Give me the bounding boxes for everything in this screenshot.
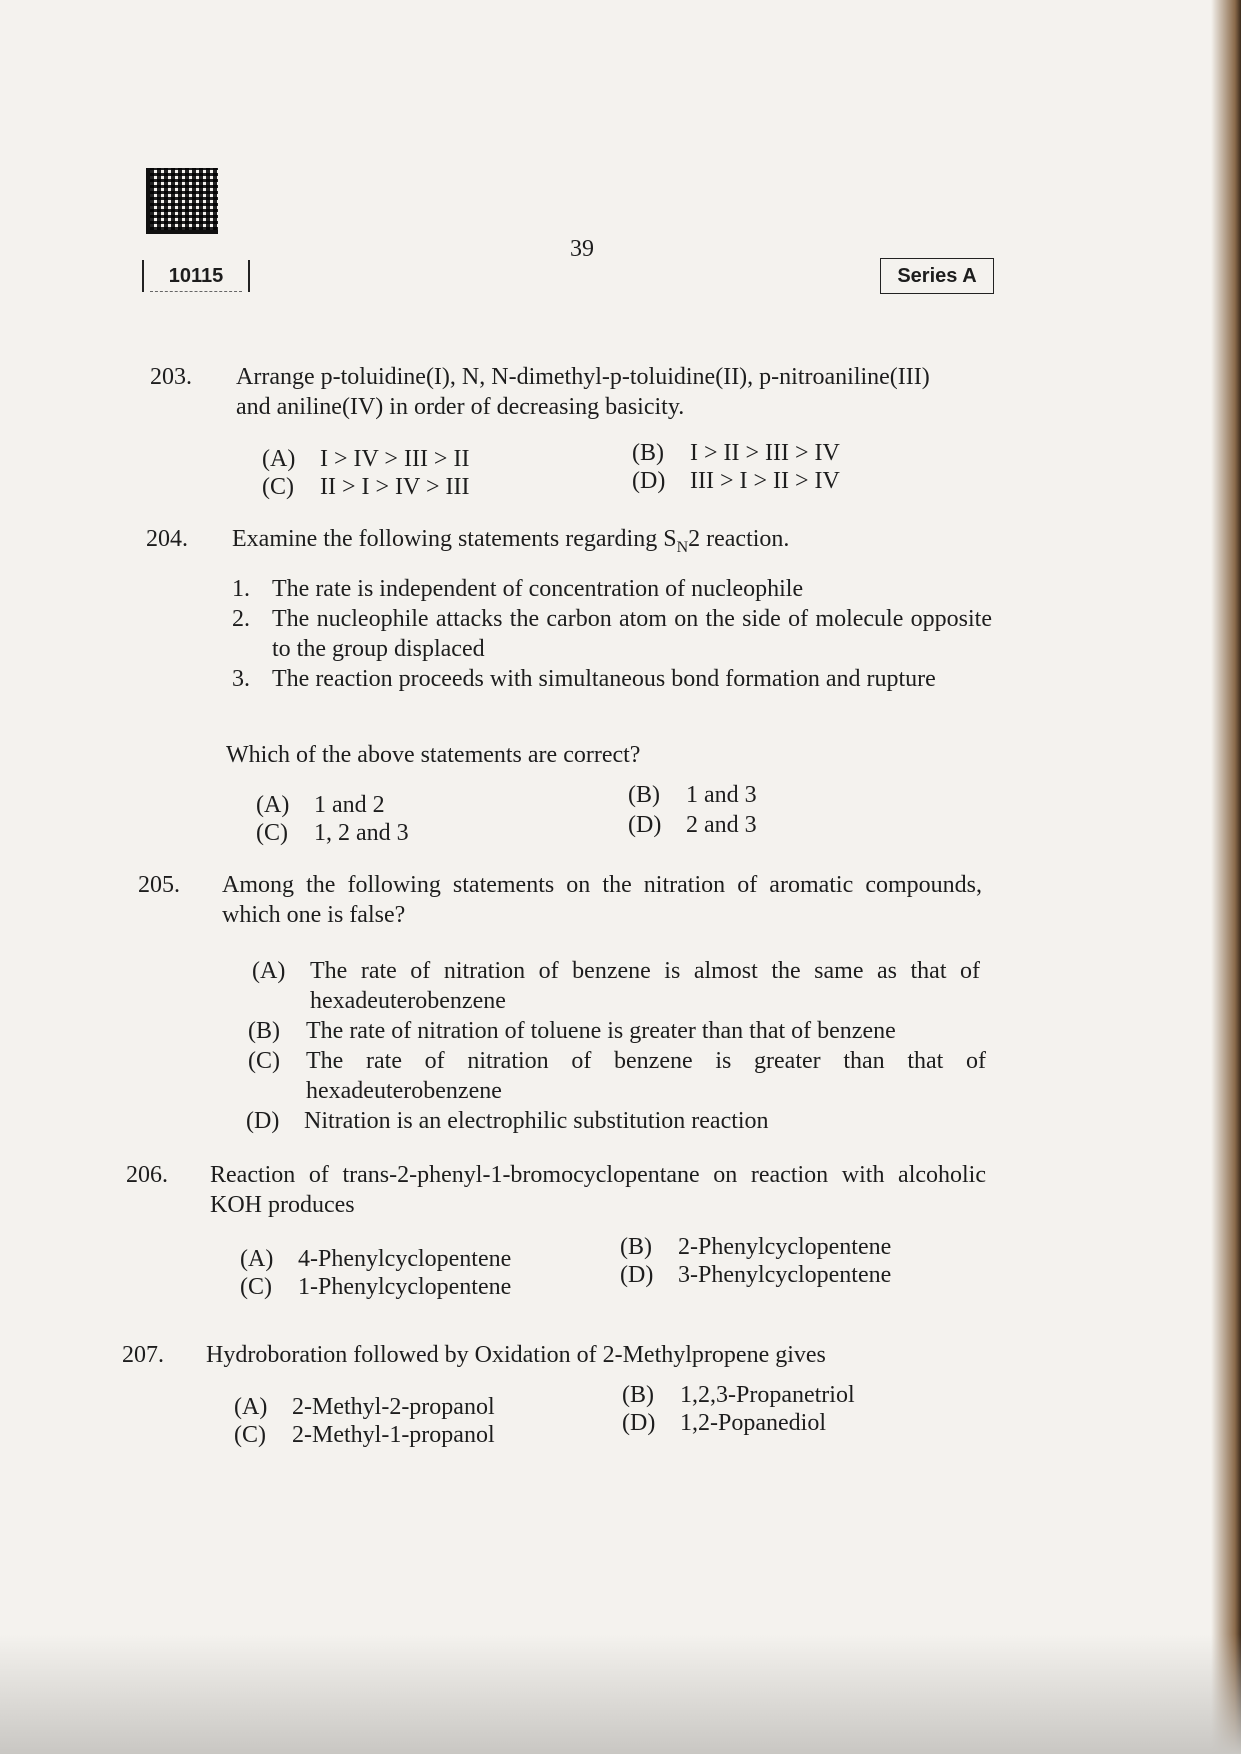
barcode-icon xyxy=(146,168,218,234)
option-b[interactable]: (B) 1,2,3-Propanetriol xyxy=(622,1382,855,1408)
page-bottom-shade xyxy=(0,1634,1241,1754)
question-207 xyxy=(122,1340,1002,1450)
question-205: 205. Among the following statements on the nitration of aromatic compounds, which one is false? (A) The rate of nitration of benzene is almost the same as that of hexadeuterobenzene (B) The rate of nitration of toluene is greater than that of benzene (C) The rate of nitration of benzene is greater than that of hexadeuterobenzene (D) Nitration is an electrophilic substitution reaction xyxy=(138,872,986,1134)
question-204: 204. Examine the following statements regarding $S_N2$ reaction. 1. The rate is independent of concentration of nucleophile 2. The nucleophile attacks the carbon atom on the side of molecule opposite to the group displaced 3. The reaction proceeds with simultaneous bond formation and rupture Which of the above statements are correct? (A) 1 and 2 (B) 1 and 3 (C) 1, 2 and 3 (D) 2 and 3 xyxy=(146,526,992,846)
page-number: 39 xyxy=(570,236,594,262)
option-d[interactable]: (D) III > I > II > IV xyxy=(632,468,840,494)
series-label: Series A xyxy=(880,258,994,294)
option-c[interactable]: (C) II > I > IV > III xyxy=(262,474,470,500)
option-c[interactable]: (C) 2-Methyl-1-propanol xyxy=(234,1422,495,1448)
question-text: Among the following statements on the nitration of aromatic compounds, which one is false? xyxy=(222,872,982,928)
option-d[interactable]: (D) 3-Phenylcyclopentene xyxy=(620,1262,892,1288)
question-number: 207. xyxy=(122,1342,164,1368)
question-text: Examine the following statements regarding $S_N2$ reaction. xyxy=(232,526,790,556)
question-prompt: Which of the above statements are correct? xyxy=(226,742,641,768)
question-203 xyxy=(150,362,1010,502)
question-text: Hydroboration followed by Oxidation of 2-Methylpropene gives xyxy=(206,1342,826,1368)
option-a[interactable]: (A) 2-Methyl-2-propanol xyxy=(234,1394,495,1420)
option-b[interactable]: (B) I > II > III > IV xyxy=(632,440,840,466)
question-206 xyxy=(126,1160,1006,1300)
question-number: 205. xyxy=(138,872,180,898)
question-number: 204. xyxy=(146,526,188,552)
page-edge-shadow xyxy=(1201,0,1241,1754)
option-d[interactable]: (D) 2 and 3 xyxy=(628,812,757,838)
question-number: 203. xyxy=(150,364,192,390)
paper-code: 10115 xyxy=(142,260,250,292)
question-number: 206. xyxy=(126,1162,168,1188)
option-a[interactable]: (A) I > IV > III > II xyxy=(262,446,470,472)
option-c[interactable]: (C) 1, 2 and 3 xyxy=(256,820,409,846)
option-a[interactable]: (A) 1 and 2 xyxy=(256,792,385,818)
option-a[interactable]: (A) 4-Phenylcyclopentene xyxy=(240,1246,512,1272)
option-d[interactable]: (D) 1,2-Popanediol xyxy=(622,1410,826,1436)
question-text: Reaction of trans-2-phenyl-1-bromocyclopentane on reaction with alcoholic KOH produces xyxy=(210,1162,986,1218)
option-b[interactable]: (B) 2-Phenylcyclopentene xyxy=(620,1234,892,1260)
question-text: Arrange p-toluidine(I), N, N-dimethyl-p-toluidine(II), p-nitroaniline(III) and aniline(IV) in order of decreasing basicity. xyxy=(236,364,930,420)
option-b[interactable]: (B) 1 and 3 xyxy=(628,782,757,808)
option-c[interactable]: (C) 1-Phenylcyclopentene xyxy=(240,1274,512,1300)
